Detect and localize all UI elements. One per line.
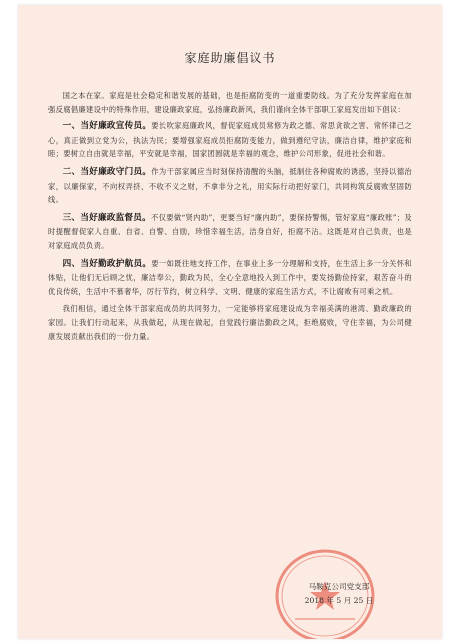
proposal-item-2 — [48, 165, 412, 207]
proposal-text: 要一如既往地支持工作，在事业上多一分理解和支持，在生活上多一分关怀和体贴，让他们无后顾之忧，廉洁奉公，勤政为民，全心全意地投入到工作中，要发扬勤俭持家，艰苦奋斗的优良传统，生活中不慕奢华，厉行节约，树立科学、文明、健康的家庭生活方式，不让腐败有可乘之机。 — [48, 258, 412, 296]
proposal-text: 要长吹家庭廉政风，督促家庭成员常修为政之德、常思贪欲之害、常怀律己之心，真正做到立党为公，执法为民；要增强家庭成员拒腐防变能力，做到遵纪守法，廉洁自律，维护家庭和睦；要树立自由就是幸福，平安就是幸福，国家团圆就是幸福的观念，维护公司形象，促进社会和谐。 — [48, 121, 412, 159]
proposal-heading: 四、当好勤政护航员。 — [62, 258, 152, 269]
proposal-heading: 一、当好廉政宣传员。 — [62, 121, 152, 132]
document-body — [48, 89, 412, 346]
proposal-heading: 二、当好廉政守门员。 — [62, 166, 152, 177]
signature-organization: 马鞍克公司党支部 — [308, 582, 370, 591]
signature-block — [264, 580, 414, 608]
document-title: 家庭助廉倡议书 — [184, 51, 276, 65]
closing-paragraph: 我们相信，通过全体干部家庭成员的共同努力，一定能够将家庭建设成为幸福美满的港湾、勤政廉政的家园。让我们行动起来，从我做起，从现在做起，自觉践行廉洁勤政之风，拒绝腐败，守住幸福，为公司健康发展贡献出我们的一份力量。 — [48, 304, 412, 341]
proposal-text: 不仅要做“贤内助”，更要当好“廉内助”，要保持警惕，管好家庭“廉政账”；及时提醒督促家人自重、自省、自警、自励，珍惜幸福生活，洁身自好，拒腐不沾。这既是对自己负责，也是对家庭成员负责。 — [48, 212, 412, 250]
proposal-item-4 — [48, 257, 412, 299]
intro-paragraph: 国之本在家。家庭是社会稳定和谐发展的基础，也是拒腐防变的一道重要防线。为了充分发挥家庭在加强反腐倡廉建设中的特殊作用，建设廉政家庭，弘扬廉政新风，我们谨向全体干部职工家庭发出如下倡议： — [48, 91, 412, 114]
proposal-item-1 — [48, 119, 412, 161]
proposal-heading: 三、当好廉政监督员。 — [62, 212, 151, 223]
signature-date: 2018 年 5 月 25 日 — [304, 596, 374, 605]
proposal-text: 作为干部家属应当时刻保持清醒的头脑，抵制住各种腐败的诱惑，坚持以德治家，以廉保家，不向权弄挤，不收不义之财，不拿非分之礼，用实际行动把好家门，共同构筑反腐败坚固防线。 — [48, 166, 412, 205]
document-page — [18, 5, 442, 639]
proposal-item-3 — [48, 211, 412, 253]
